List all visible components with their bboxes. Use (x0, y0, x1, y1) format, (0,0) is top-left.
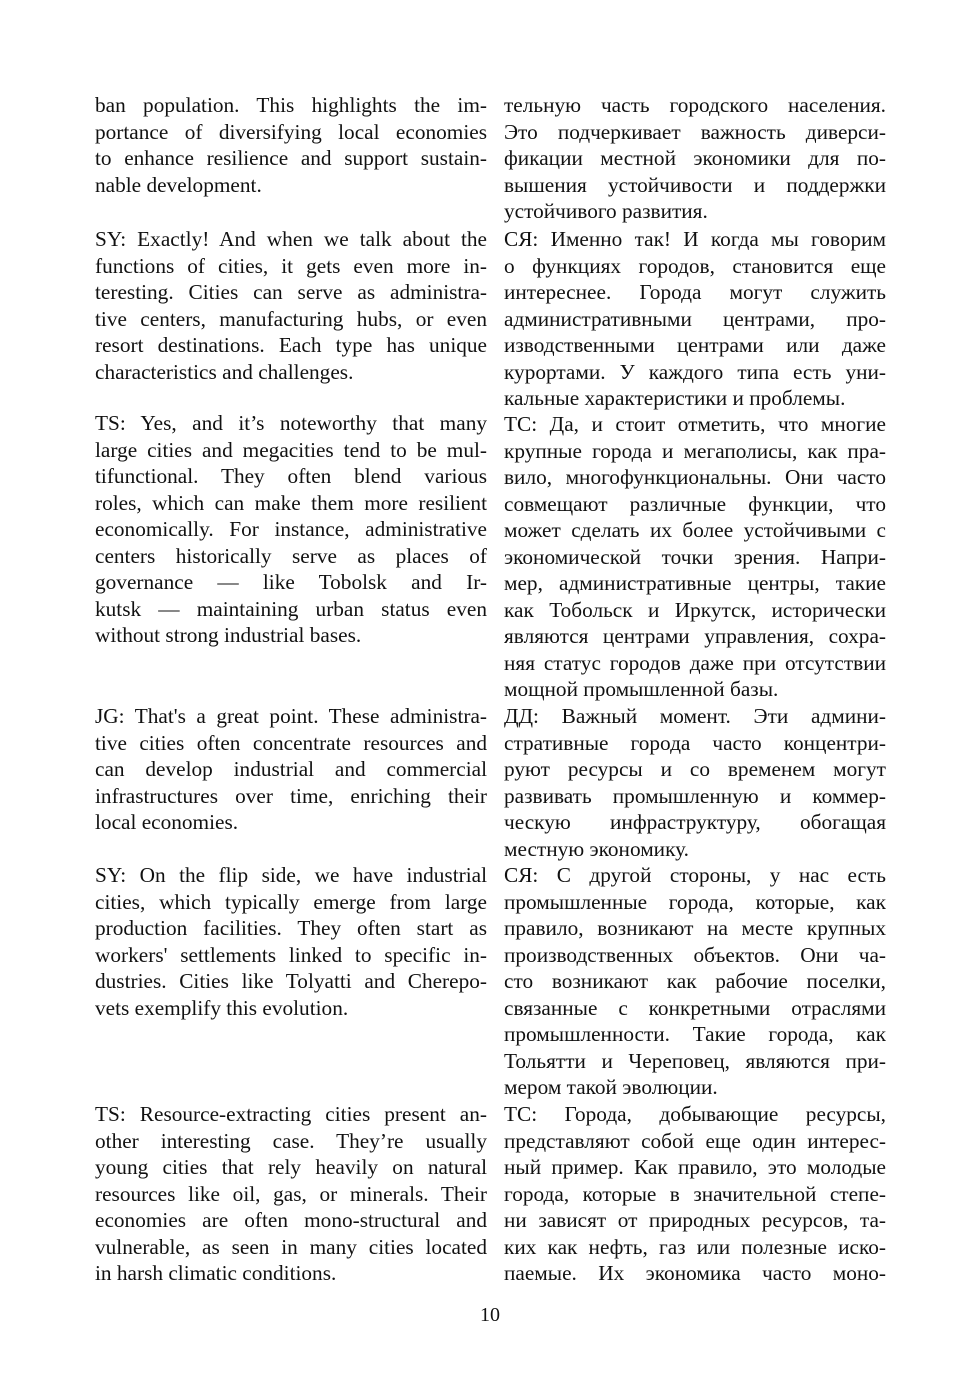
text-line: ких как нефть, газ или полезные иско- (504, 1234, 886, 1259)
text-line: развивать промышленную и коммер- (504, 783, 886, 808)
text-line: СЯ: С другой стороны, у нас есть (504, 863, 886, 887)
text-line: without strong industrial bases. (95, 623, 362, 647)
text-line: teresting. Cities can serve as administra- (95, 280, 487, 304)
en-paragraph-ts-2 (95, 1101, 487, 1287)
text-line: курортами. У каждого типа есть уни- (504, 359, 886, 384)
text-line: сто возникают как рабочие поселки, (504, 969, 886, 993)
en-paragraph-ts-1 (95, 410, 487, 649)
text-line: как Тобольск и Иркутск, исторически (504, 597, 886, 622)
text-line: SY: Exactly! And when we talk about the (95, 227, 487, 251)
text-line: ban population. This highlights the im- (95, 93, 487, 117)
text-line: economies are often mono-structural and (95, 1208, 487, 1232)
text-line: other interesting case. They’re usually (95, 1128, 487, 1153)
text-line: resort destinations. Each type has unique (95, 333, 487, 357)
text-line: local economies. (95, 810, 239, 834)
text-line: dustries. Cities like Tolyatti and Cherepo- (95, 969, 487, 993)
text-line: крупные города и мегаполисы, как пра- (504, 438, 886, 463)
text-line: мером такой эволюции. (504, 1075, 718, 1099)
text-line: представляют собой еще один интерес- (504, 1128, 886, 1153)
text-line: няя статус городов даже при отсутствии (504, 650, 886, 675)
text-line: города, которые в значительной степе- (504, 1181, 886, 1206)
text-line: large cities and megacities tend to be mul- (95, 437, 487, 462)
text-line: characteristics and challenges. (95, 359, 354, 384)
text-line: мощной промышленной базы. (504, 677, 779, 701)
text-line: roles, which can make them more resilient (95, 490, 487, 515)
text-line: to enhance resilience and support sustain- (95, 146, 487, 170)
text-line: мер, административные центры, такие (504, 571, 886, 595)
ru-paragraph-sya-1 (504, 226, 886, 412)
text-line: TS: Yes, and it’s noteworthy that many (95, 411, 487, 435)
text-line: административными центрами, про- (504, 306, 886, 331)
text-line: tive cities often concentrate resources and (95, 730, 487, 755)
text-line: ДД: Важный момент. Эти админи- (504, 704, 886, 728)
en-paragraph-sy-2 (95, 862, 487, 1021)
text-line: стративные города часто концентри- (504, 730, 886, 755)
text-line: young cities that rely heavily on natural (95, 1155, 487, 1179)
text-line: tifunctional. They often blend various (95, 464, 487, 488)
text-line: правило, возникают на месте крупных (504, 916, 886, 940)
en-paragraph-continuation (95, 92, 487, 198)
text-line: руют ресурсы и со временем могут (504, 757, 886, 781)
en-paragraph-jg-1 (95, 703, 487, 836)
text-line: economically. For instance, administrative (95, 517, 487, 541)
text-line: производственных объектов. Они ча- (504, 942, 886, 967)
page-number: 10 (480, 1304, 500, 1326)
en-paragraph-sy-1 (95, 226, 487, 385)
text-line: ТС: Да, и стоит отметить, что многие (504, 412, 886, 436)
text-line: Это подчеркивает важность диверси- (504, 119, 886, 144)
text-line: can develop industrial and commercial (95, 757, 487, 781)
text-line: устойчивого развития. (504, 199, 708, 223)
text-line: in harsh climatic conditions. (95, 1261, 337, 1285)
text-line: может сделать их более устойчивыми с (504, 518, 886, 542)
text-line: совмещают различные функции, что (504, 491, 886, 516)
text-line: centers historically serve as places of (95, 543, 487, 568)
text-line: functions of cities, it gets even more in- (95, 253, 487, 278)
text-line: workers' settlements linked to specific in- (95, 942, 487, 967)
text-line: промышленные города, которые, как (504, 889, 886, 914)
text-line: связанные с конкретными отраслями (504, 995, 886, 1020)
text-line: ческую инфраструктуру, обогащая (504, 810, 886, 834)
ru-paragraph-ts-2 (504, 1101, 886, 1287)
text-line: фикации местной экономики для по- (504, 146, 886, 170)
text-line: изводственными центрами или даже (504, 333, 886, 357)
text-line: ни зависят от природных ресурсов, та- (504, 1208, 886, 1232)
text-line: infrastructures over time, enriching their (95, 783, 487, 808)
text-line: кальные характеристики и проблемы. (504, 386, 846, 410)
text-line: паемые. Их экономика часто моно- (504, 1261, 886, 1285)
text-line: СЯ: Именно так! И когда мы говорим (504, 227, 886, 251)
text-line: ный пример. Как правило, это молодые (504, 1155, 886, 1179)
text-line: Тольятти и Череповец, являются при- (504, 1048, 886, 1073)
ru-paragraph-ts-1 (504, 411, 886, 703)
text-line: являются центрами управления, сохра- (504, 624, 886, 648)
text-line: о функциях городов, становится еще (504, 253, 886, 278)
text-line: вышения устойчивости и поддержки (504, 172, 886, 197)
text-line: местную экономику. (504, 836, 689, 861)
ru-paragraph-sya-2 (504, 862, 886, 1101)
text-line: cities, which typically emerge from large (95, 889, 487, 914)
text-line: tive centers, manufacturing hubs, or even (95, 306, 487, 331)
text-line: resources like oil, gas, or minerals. Their (95, 1181, 487, 1206)
text-line: экономической точки зрения. Напри- (504, 544, 886, 569)
text-line: nable development. (95, 172, 262, 197)
text-line: governance — like Tobolsk and Ir- (95, 570, 487, 594)
text-line: SY: On the flip side, we have industrial (95, 863, 487, 887)
text-line: vets exemplify this evolution. (95, 995, 349, 1020)
text-line: интереснее. Города могут служить (504, 280, 886, 304)
text-line: kutsk — maintaining urban status even (95, 596, 487, 621)
ru-paragraph-continuation (504, 92, 886, 225)
text-line: промышленности. Такие города, как (504, 1022, 886, 1046)
text-line: portance of diversifying local economies (95, 119, 487, 144)
text-line: production facilities. They often start as (95, 916, 487, 940)
text-line: JG: That's a great point. These administra- (95, 704, 487, 728)
text-line: тельную часть городского населения. (504, 93, 886, 117)
ru-paragraph-dd-1 (504, 703, 886, 862)
text-line: вило, многофункциональны. Они часто (504, 465, 886, 489)
text-line: ТС: Города, добывающие ресурсы, (504, 1102, 886, 1126)
text-line: TS: Resource-extracting cities present an- (95, 1102, 487, 1126)
text-line: vulnerable, as seen in many cities located (95, 1234, 487, 1259)
